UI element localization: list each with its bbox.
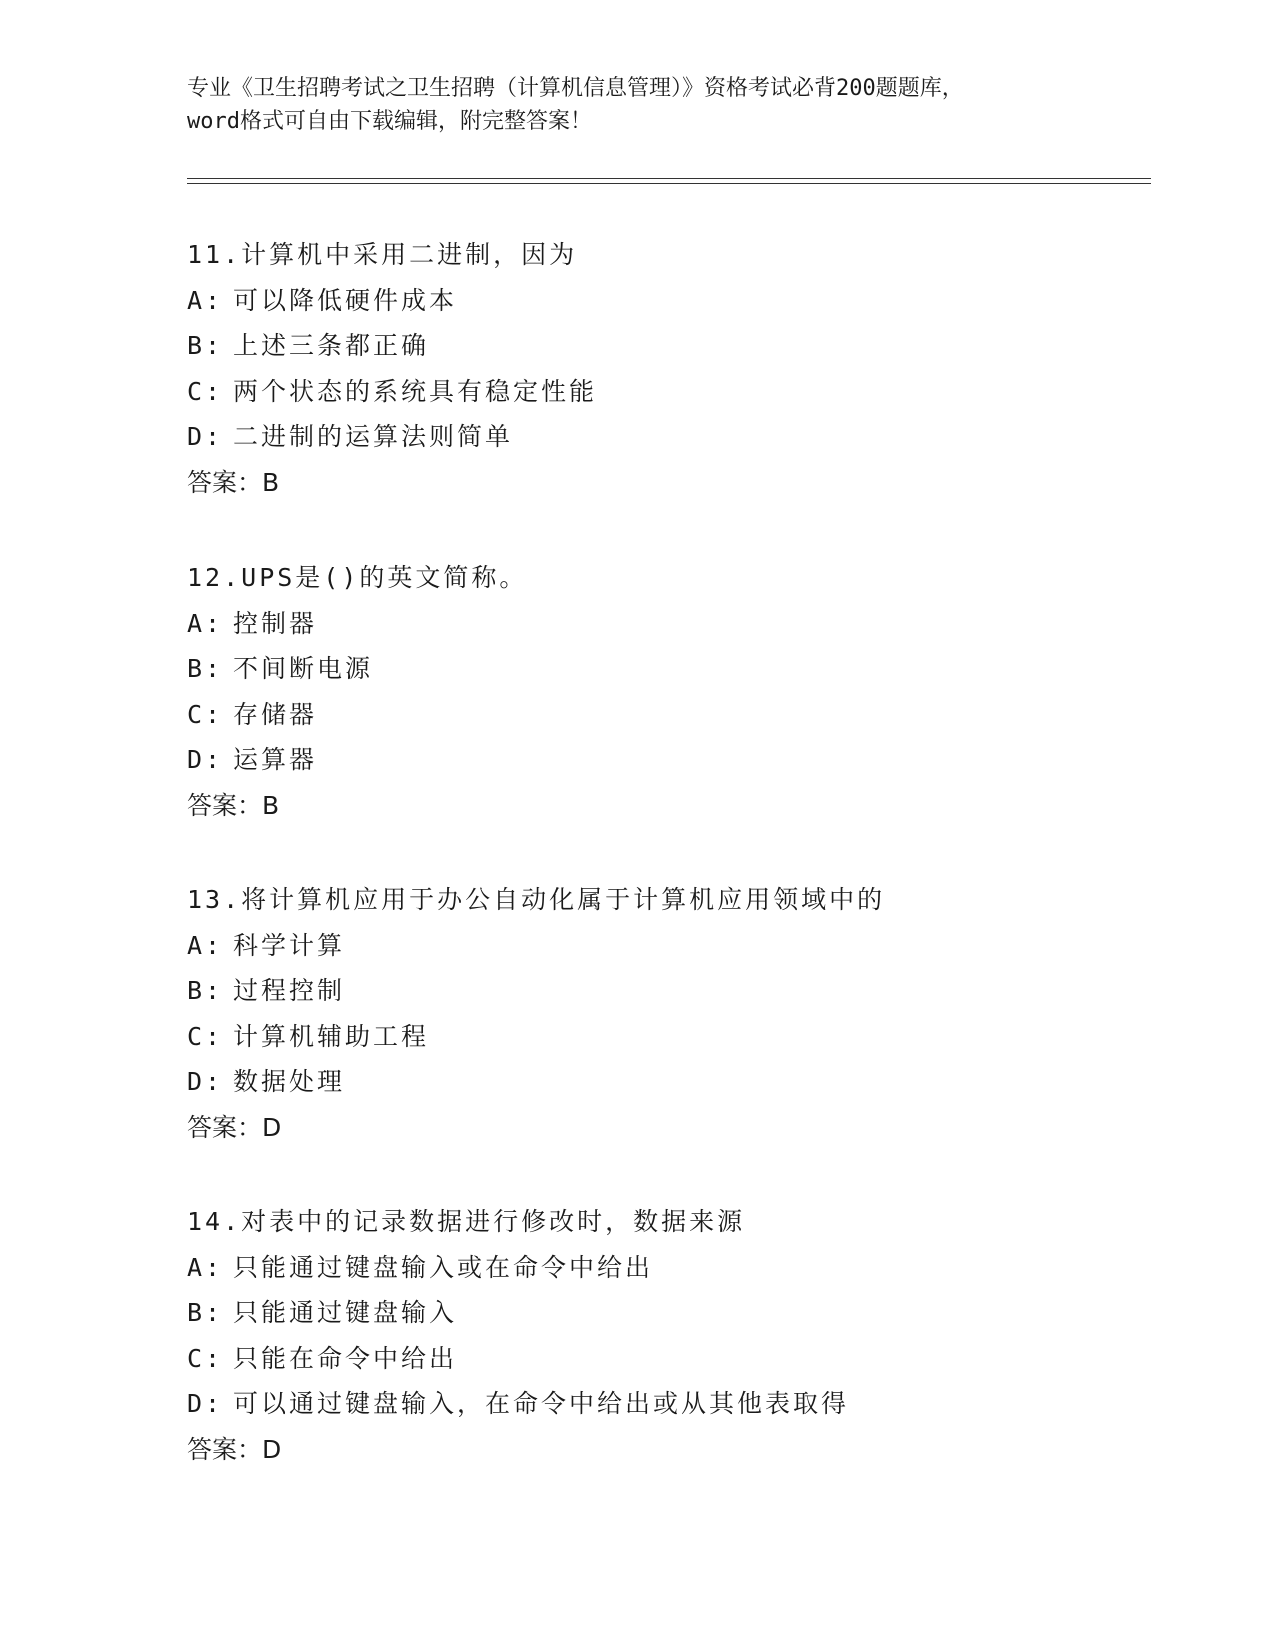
option-d: [187, 1059, 1167, 1105]
question-stem: 13.将计算机应用于办公自动化属于计算机应用领域中的: [187, 885, 886, 914]
option-b: [187, 1290, 1167, 1336]
option-text: 数据处理: [233, 1067, 346, 1096]
option-text: 可以降低硬件成本: [233, 285, 458, 315]
option-letter: A:: [187, 930, 224, 960]
header-divider-top: [187, 178, 1151, 179]
option-letter: B:: [187, 331, 224, 360]
option-letter: D:: [187, 745, 224, 774]
option-letter: B:: [187, 1298, 224, 1327]
option-a: [187, 1245, 1167, 1291]
option-letter: C:: [187, 376, 224, 406]
option-letter: A:: [187, 285, 224, 315]
option-letter: B:: [187, 976, 224, 1005]
option-a: [187, 601, 1167, 647]
option-letter: C:: [187, 699, 224, 729]
question-block: [187, 232, 1167, 505]
option-text: 过程控制: [233, 976, 346, 1005]
option-letter: A:: [187, 1252, 224, 1282]
option-d: [187, 1381, 1167, 1427]
option-letter: D:: [187, 1067, 224, 1096]
option-text: 只能通过键盘输入: [233, 1298, 458, 1327]
option-text: 两个状态的系统具有稳定性能: [233, 376, 598, 406]
option-text: 控制器: [233, 608, 318, 638]
option-letter: C:: [187, 1021, 224, 1051]
option-text: 计算机辅助工程: [233, 1021, 430, 1051]
option-b: [187, 646, 1167, 692]
option-text: 不间断电源: [233, 654, 374, 683]
question-stem: 11.计算机中采用二进制，因为: [187, 240, 578, 269]
header-divider-bottom: [187, 183, 1151, 184]
answer-line: 答案：B: [187, 467, 280, 497]
header-line-1: 专业《卫生招聘考试之卫生招聘（计算机信息管理）》资格考试必背200题题库，: [187, 76, 964, 101]
document-header: [187, 72, 1087, 138]
option-text: 可以通过键盘输入，在命令中给出或从其他表取得: [233, 1389, 850, 1418]
option-b: [187, 968, 1167, 1014]
answer-line: 答案：D: [187, 1434, 282, 1464]
option-letter: C:: [187, 1343, 224, 1373]
option-letter: D:: [187, 1389, 224, 1418]
answer-line: 答案：D: [187, 1112, 282, 1142]
option-d: [187, 737, 1167, 783]
question-block: [187, 555, 1167, 828]
option-a: [187, 278, 1167, 324]
question-block: [187, 1199, 1167, 1472]
option-letter: A:: [187, 608, 224, 638]
option-letter: D:: [187, 422, 224, 451]
option-a: [187, 923, 1167, 969]
option-text: 只能在命令中给出: [233, 1343, 458, 1373]
option-text: 运算器: [233, 745, 318, 774]
option-text: 科学计算: [233, 930, 346, 960]
answer-line: 答案：B: [187, 790, 280, 820]
option-d: [187, 414, 1167, 460]
option-text: 只能通过键盘输入或在命令中给出: [233, 1252, 654, 1282]
option-text: 上述三条都正确: [233, 331, 430, 360]
option-c: [187, 1014, 1167, 1060]
question-stem: 14.对表中的记录数据进行修改时，数据来源: [187, 1207, 746, 1236]
question-stem: 12.UPS是()的英文简称。: [187, 563, 528, 592]
option-c: [187, 692, 1167, 738]
option-text: 二进制的运算法则简单: [233, 422, 514, 451]
option-c: [187, 369, 1167, 415]
option-c: [187, 1336, 1167, 1382]
option-text: 存储器: [233, 699, 318, 729]
question-block: [187, 877, 1167, 1150]
header-line-2: word格式可自由下载编辑，附完整答案！: [187, 109, 592, 134]
option-b: [187, 323, 1167, 369]
option-letter: B:: [187, 654, 224, 683]
